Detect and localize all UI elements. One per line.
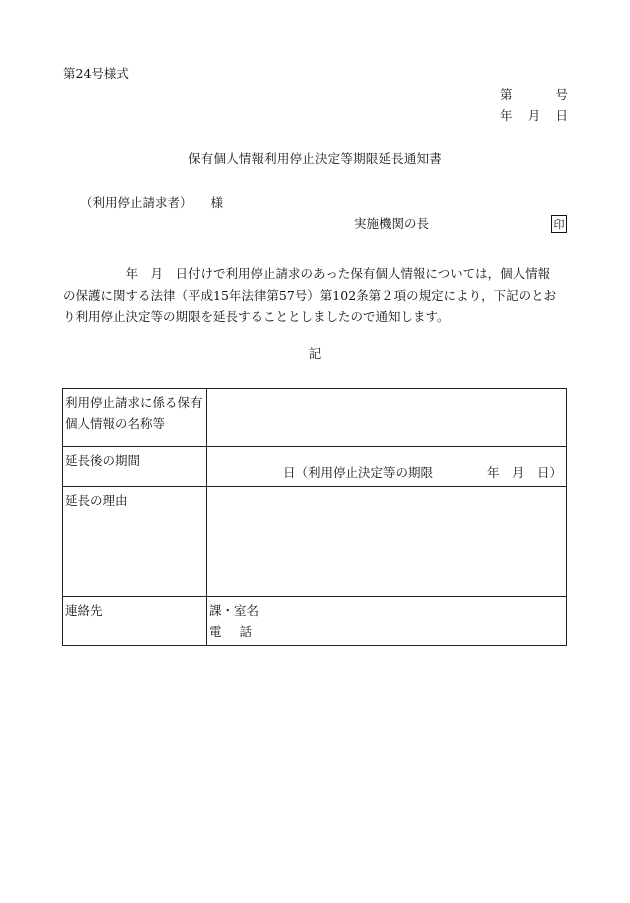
contact-phone: 電話 <box>209 624 271 639</box>
addressee-name: （利用停止請求者） <box>80 195 193 210</box>
extension-reason-value <box>207 487 567 597</box>
form-number: 第24号様式 <box>63 66 129 81</box>
deadline-date: 年 月 日） <box>486 465 562 480</box>
ki-heading: 記 <box>308 346 322 361</box>
info-name-value <box>207 389 567 447</box>
issue-date <box>500 110 568 123</box>
table-row <box>63 447 567 487</box>
sender: 実施機関の長 <box>354 216 430 231</box>
addressee <box>80 197 223 210</box>
reference-number-suffix: 号 <box>555 87 568 102</box>
seal-mark: 印 <box>551 215 567 233</box>
contact-section: 課・室名 <box>209 603 260 618</box>
table-row <box>63 597 567 646</box>
reference-number-prefix: 第 <box>500 87 513 102</box>
contact-label: 連絡先 <box>63 597 207 646</box>
extended-period-text: 日（利用停止決定等の期限 <box>282 465 433 480</box>
extended-period-label: 延長後の期間 <box>63 447 207 487</box>
addressee-honorific: 様 <box>210 195 224 210</box>
reference-number <box>500 89 568 102</box>
notice-body-line-2: の保護に関する法律（平成15年法律第57号）第102条第２項の規定により，下記のとお <box>63 287 557 303</box>
date-year: 年 <box>500 108 513 123</box>
extended-period-value <box>207 447 567 487</box>
notice-body <box>63 263 568 328</box>
contact-value <box>207 597 567 646</box>
details-table <box>62 388 567 646</box>
notice-body-line-1: 年 月 日付けで利用停止請求のあった保有個人情報については，個人情報 <box>63 266 551 281</box>
table-row <box>63 389 567 447</box>
table-row <box>63 487 567 597</box>
date-day: 日 <box>555 108 568 123</box>
notice-body-line-3: り利用停止決定等の期限を延長することとしましたので通知します。 <box>63 309 450 324</box>
extension-reason-label: 延長の理由 <box>63 487 207 597</box>
date-month: 月 <box>527 108 541 123</box>
info-name-label: 利用停止請求に係る保有個人情報の名称等 <box>63 389 207 447</box>
document-title: 保有個人情報利用停止決定等期限延長通知書 <box>187 151 442 166</box>
